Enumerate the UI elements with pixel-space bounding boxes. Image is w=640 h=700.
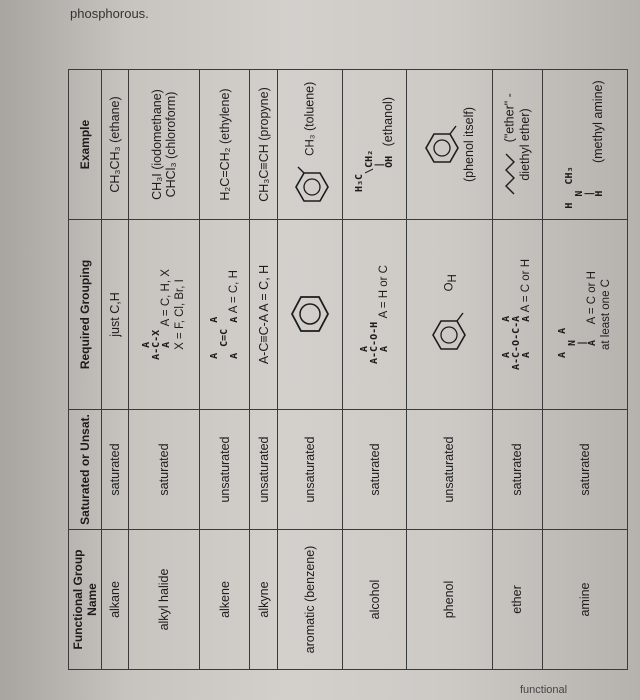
grouping-cell: A-C≡C-A A = C, H: [250, 220, 277, 410]
group-name: alkene: [199, 530, 249, 670]
example-cell: CH₃C≡CH (propyne): [250, 70, 277, 220]
table-row: [492, 70, 542, 670]
cut-off-text: phosphorous.: [70, 6, 149, 21]
table-row: [542, 70, 627, 670]
group-name: ether: [492, 530, 542, 670]
table-row: [342, 70, 407, 670]
example-text: (toluene): [302, 81, 317, 132]
group-name: alkyl halide: [129, 530, 200, 670]
example-text: (ethanol): [380, 97, 395, 147]
header-saturation: Saturated or Unsat.: [69, 410, 102, 530]
rotated-table-wrapper: [68, 70, 628, 670]
grouping-cell: [407, 220, 492, 410]
grouping-structure: A A-C-O-H A: [358, 321, 390, 365]
grouping-structure: A A C=C A A: [208, 316, 240, 359]
example-text-2: CHCl₃ (chloroform): [164, 91, 179, 198]
example-cell: H₂C=CH₂ (ethylene): [199, 70, 249, 220]
hydrogen-label: H: [447, 274, 460, 283]
table-row: [102, 70, 129, 670]
group-name: alkane: [102, 530, 129, 670]
table-header-row: [69, 70, 102, 670]
example-structure: H₃C \CH₂ | OH: [353, 149, 395, 192]
functional-groups-table: [68, 69, 628, 670]
table-row: [277, 70, 342, 670]
example-text: CH₃I (iodomethane): [150, 89, 165, 200]
grouping-text: A = C or H: [585, 271, 598, 325]
group-name: alkyne: [250, 530, 277, 670]
grouping-cell: just C,H: [102, 220, 129, 410]
toluene-ring-icon: [290, 159, 330, 207]
saturation-cell: unsaturated: [277, 410, 342, 530]
substituent-label: CH₃: [304, 134, 317, 156]
grouping-cell: [542, 220, 627, 410]
group-name: aromatic (benzene): [277, 530, 342, 670]
group-name: phenol: [407, 530, 492, 670]
saturation-cell: saturated: [129, 410, 200, 530]
group-name: alcohol: [342, 530, 407, 670]
example-text: ("ether" - diethyl ether): [502, 93, 533, 181]
table-row: [250, 70, 277, 670]
example-structure: H CH₃ N | H: [563, 166, 605, 209]
grouping-cell: [492, 220, 542, 410]
example-cell: [277, 70, 342, 220]
saturation-cell: unsaturated: [199, 410, 249, 530]
saturation-cell: saturated: [542, 410, 627, 530]
table-row: [407, 70, 492, 670]
example-cell: CH₃CH₃ (ethane): [102, 70, 129, 220]
phenol-example-icon: [422, 121, 462, 169]
header-grouping: Required Grouping: [69, 220, 102, 410]
grouping-text: A = C, H, X: [160, 269, 173, 327]
grouping-structure: A A-C-X A: [141, 329, 173, 360]
example-cell: [542, 70, 627, 220]
saturation-cell: unsaturated: [250, 410, 277, 530]
grouping-text-2: at least one C: [599, 279, 612, 350]
table-row: [199, 70, 249, 670]
grouping-cell: [129, 220, 200, 410]
example-cell: [407, 70, 492, 220]
header-example: Example: [69, 70, 102, 220]
saturation-cell: unsaturated: [407, 410, 492, 530]
grouping-text: A = C, H: [227, 270, 240, 314]
example-cell: [129, 70, 200, 220]
saturation-cell: saturated: [492, 410, 542, 530]
grouping-cell: [342, 220, 407, 410]
saturation-cell: saturated: [102, 410, 129, 530]
phenol-ring-icon: [427, 295, 471, 355]
saturation-cell: saturated: [342, 410, 407, 530]
example-text: (phenol itself): [462, 106, 477, 183]
header-name: Functional Group Name: [69, 530, 102, 670]
grouping-text: A = H or C: [377, 265, 390, 319]
group-name: amine: [542, 530, 627, 670]
example-cell: [342, 70, 407, 220]
grouping-cell: [199, 220, 249, 410]
grouping-text-2: X = F, Cl, Br, I: [174, 279, 187, 350]
diethyl-ether-icon: [502, 146, 518, 196]
grouping-structure: A A A-C-O-C-A A A: [501, 315, 533, 371]
grouping-text: A = C or H: [520, 258, 533, 313]
table-row: [129, 70, 200, 670]
example-text: (methyl amine): [590, 80, 605, 164]
cut-off-footer-text: functional: [520, 684, 568, 696]
benzene-ring-icon: [290, 293, 330, 337]
grouping-cell: [277, 220, 342, 410]
grouping-structure: A A N | A: [556, 327, 598, 358]
example-cell: [492, 70, 542, 220]
oxygen-label: O: [443, 282, 456, 292]
